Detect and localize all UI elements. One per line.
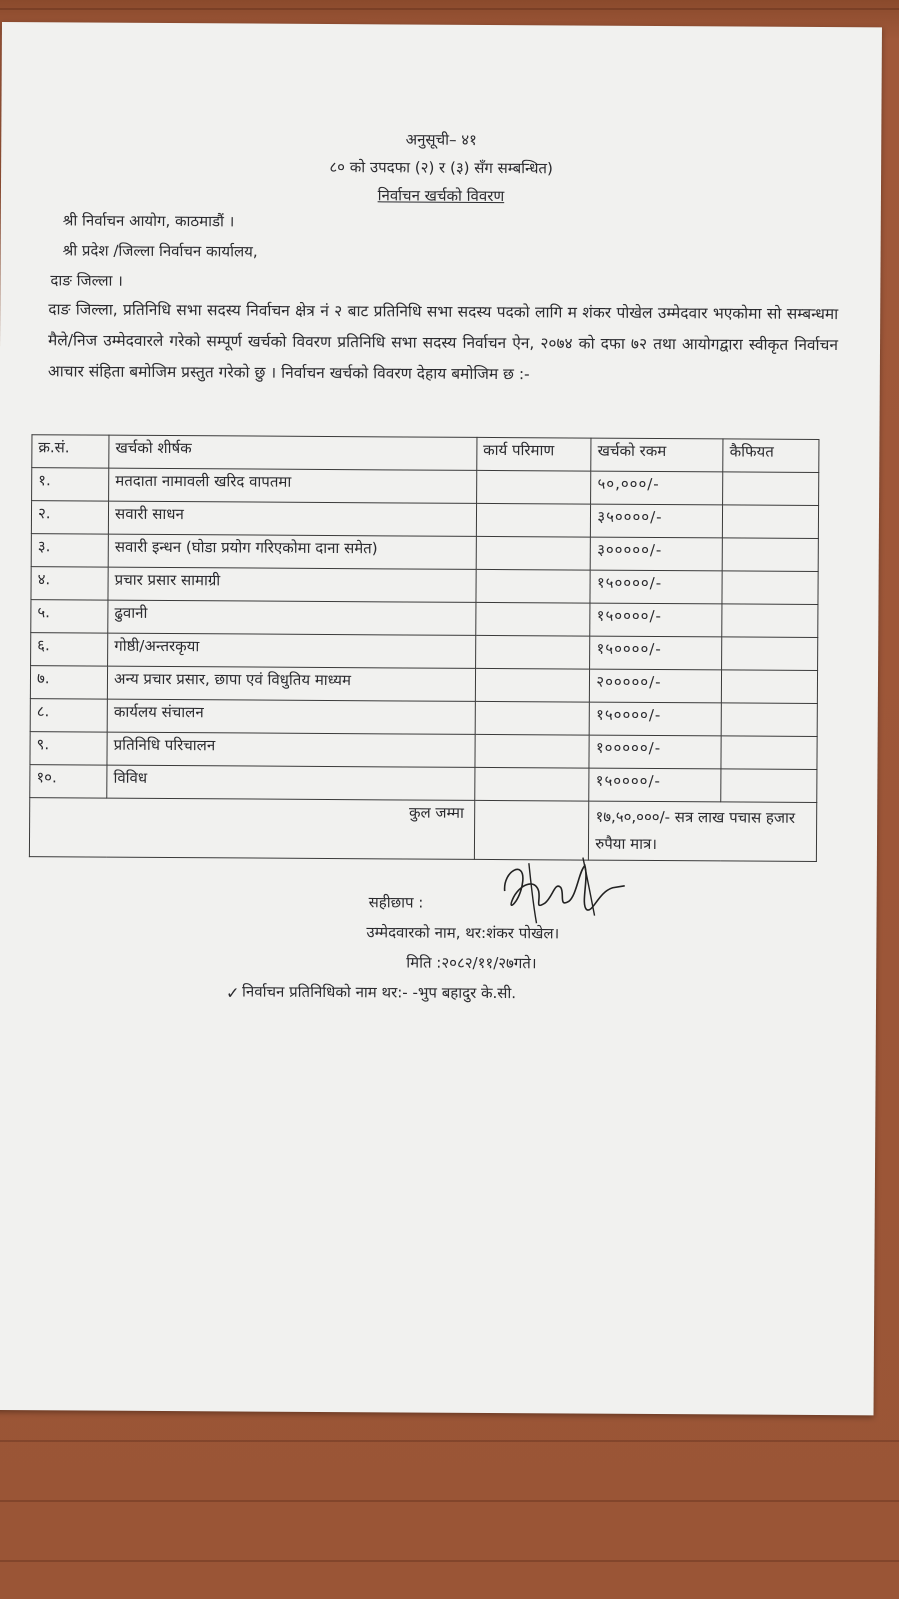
row-amount: १५००००/- [589, 702, 721, 736]
row-sn: ६. [31, 633, 108, 666]
wood-grain [0, 1500, 899, 1502]
header-amount: खर्चको रकम [591, 438, 723, 472]
row-sn: ५. [31, 600, 108, 633]
row-amount: १५००००/- [590, 570, 722, 604]
row-sn: ८. [30, 699, 107, 732]
table-row [30, 699, 817, 737]
row-remark [721, 769, 817, 803]
row-title: विविध [107, 765, 475, 800]
row-title: प्रचार प्रसार सामाग्री [108, 567, 476, 602]
table-row [30, 666, 817, 704]
table-row [30, 732, 817, 770]
document-paper [0, 22, 882, 1415]
row-amount: १०००००/- [589, 735, 721, 769]
row-remark [722, 571, 818, 605]
row-amount: ५०,०००/- [591, 471, 723, 505]
row-remark [721, 703, 817, 737]
row-amount: १५००००/- [589, 768, 721, 802]
header-quantity: कार्य परिमाण [477, 437, 592, 471]
row-quantity [476, 470, 591, 504]
table-row [31, 534, 818, 572]
header-sn: क्र.सं. [32, 435, 109, 468]
row-sn: ९. [30, 732, 107, 765]
row-sn: ७. [30, 666, 107, 699]
row-title: कार्यलय संचालन [107, 699, 475, 734]
row-title: सवारी साधन [108, 501, 476, 536]
row-title: गोष्ठी/अन्तरकृया [108, 633, 476, 668]
row-sn: २. [31, 501, 108, 534]
table-row [31, 633, 818, 671]
declaration-paragraph: दाङ जिल्ला, प्रतिनिधि सभा सदस्य निर्वाचन क्षेत्र नं २ बाट प्रतिनिधि सभा सदस्य पदको लागि म शंकर पोखेल उम्मेदवार भएकोमा सो सम्बन्धमा मैले/निज उम्मेदवारले गरेको सम्पूर्ण खर्चको विवरण प्रतिनिधि सभा सदस्य निर्वाचन ऐन, २०७४ को दफा ७२ तथा आयोगद्वारा स्वीकृत निर्वाचन आचार संहिता बमोजिम प्रस्तुत गरेको छु । निर्वाचन खर्चको विवरण देहाय बमोजिम छ :- [47, 300, 839, 384]
wood-grain [0, 1440, 899, 1442]
table-row [30, 765, 817, 803]
row-amount: १५००००/- [590, 636, 722, 670]
row-quantity [475, 767, 590, 801]
row-quantity [475, 635, 590, 669]
row-remark [722, 538, 818, 572]
row-amount: १५००००/- [590, 603, 722, 637]
row-sn: ४. [31, 567, 108, 600]
signature-label: सहीछाप : [368, 893, 424, 912]
table-row [31, 501, 818, 539]
row-remark [722, 604, 818, 638]
row-title: सवारी इन्धन (घोडा प्रयोग गरिएकोमा दाना समेत) [108, 534, 476, 569]
total-amount: १७,५०,०००/- सत्र लाख पचास हजार रुपैया मात्र। [589, 801, 817, 861]
schedule-number: अनुसूची– ४१ [405, 130, 477, 149]
row-title: मतदाता नामावली खरिद वापतमा [109, 468, 477, 503]
row-quantity [476, 536, 591, 570]
row-sn: १०. [30, 765, 107, 798]
row-title: प्रतिनिधि परिचालन [107, 732, 475, 767]
handwritten-signature [494, 851, 634, 932]
expense-table [29, 434, 820, 862]
row-remark [723, 505, 819, 539]
total-label: कुल जम्मा [29, 798, 474, 860]
address-line-1: श्री निर्वाचन आयोग, काठमाडौं । [62, 211, 235, 231]
header-title: खर्चको शीर्षक [109, 435, 477, 470]
row-quantity [475, 668, 590, 702]
row-amount: ३५००००/- [591, 504, 723, 538]
address-line-2: श्री प्रदेश /जिल्ला निर्वाचन कार्यालय, [62, 241, 258, 261]
row-remark [721, 736, 817, 770]
row-amount: २०००००/- [590, 669, 722, 703]
row-quantity [476, 569, 591, 603]
row-remark [723, 472, 819, 506]
table-row [31, 600, 818, 638]
check-mark-icon: ✓ [226, 983, 240, 1003]
address-line-3: दाङ जिल्ला । [50, 271, 123, 290]
row-quantity [475, 701, 590, 735]
header-remark: कैफियत [723, 439, 819, 473]
total-row [29, 798, 816, 862]
row-title: अन्य प्रचार प्रसार, छापा एवं विधुतिय माध्यम [107, 666, 475, 701]
table-header-row [32, 435, 819, 473]
date-line: मिति :२०८२/११/२७गते। [406, 953, 537, 973]
row-quantity [476, 602, 591, 636]
table-row [32, 468, 819, 506]
candidate-name: उम्मेदवारको नाम, थर:शंकर पोखेल। [366, 923, 560, 943]
row-amount: ३०००००/- [590, 537, 722, 571]
wood-grain [0, 1560, 899, 1562]
row-remark [722, 670, 818, 704]
row-quantity [476, 503, 591, 537]
row-remark [722, 637, 818, 671]
row-sn: ३. [31, 534, 108, 567]
wood-grain [0, 8, 899, 10]
row-sn: १. [32, 468, 109, 501]
document-title: निर्वाचन खर्चको विवरण [377, 186, 505, 206]
row-title: ढुवानी [108, 600, 476, 635]
representative-line: निर्वाचन प्रतिनिधिको नाम थर:- -भुप बहादुर के.सी. [242, 982, 517, 1003]
reference-line: ८० को उपदफा (२) र (३) सँग सम्बन्धित) [329, 158, 553, 178]
row-quantity [475, 734, 590, 768]
table-row [31, 567, 818, 605]
